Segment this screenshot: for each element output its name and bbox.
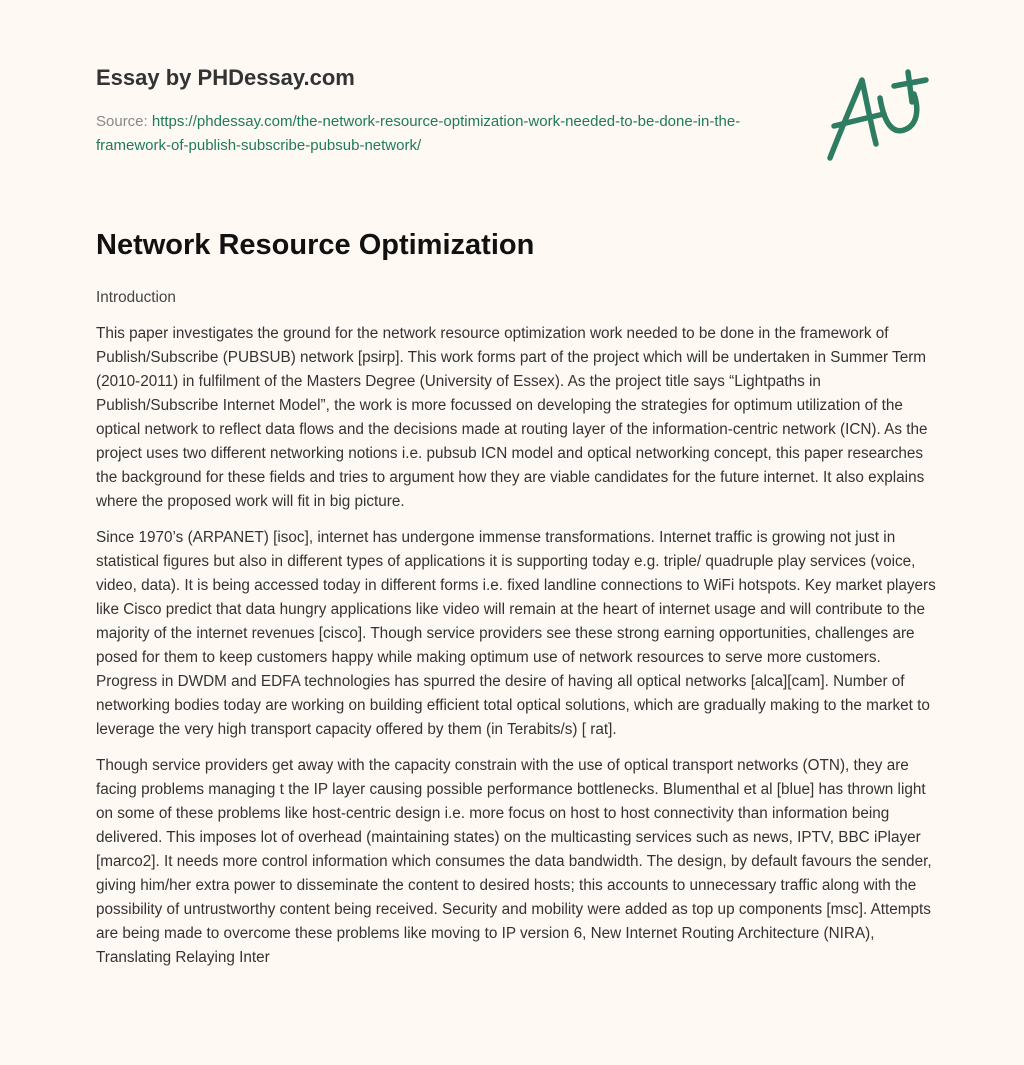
paragraph: Since 1970’s (ARPANET) [isoc], internet has undergone immense transformations. Internet traffic is growing not just in statistical figures but also in different types of applications it is supporting today e.g. triple/ quadruple play services (voice, video, data). It is being accessed today in different forms i.e. fixed landline connections to WiFi hotspots. Key market players like Cisco predict that data hungry applications like video will remain at the heart of internet usage and will contribute to the majority of the internet revenues [cisco]. Though service providers see these strong earning opportunities, challenges are posed for them to keep customers happy while making optimum use of network resources to serve more customers. Progress in DWDM and EDFA technologies has spurred the desire of having all optical networks [alca][cam]. Number of networking bodies today are working on building efficient total optical solutions, which are gradually making to the market to leverage the very high transport capacity offered by them (in Terabits/s) [ rat]. bbox=[96, 529, 936, 738]
source-link[interactable]: https://phdessay.com/the-network-resource-optimization-work-needed-to-be-done-in-the-framework-of-publish-subscribe-pubsub-network/ bbox=[96, 113, 741, 154]
source-label: Source: bbox=[96, 113, 152, 130]
page-title: Network Resource Optimization bbox=[96, 229, 535, 261]
site-brand: Essay by PHDessay.com bbox=[96, 65, 355, 90]
paragraph: Though service providers get away with the capacity constrain with the use of optical transport networks (OTN), they are facing problems managing t the IP layer causing possible performance bottlenecks. Blumenthal et al [blue] has thrown light on some of these problems like host-centric design i.e. more focus on host to host connectivity than information being delivered. This imposes lot of overhead (maintaining states) on the multicasting services such as news, IPTV, BBC iPlayer [marco2]. It needs more control information which consumes the data bandwidth. The design, by default favours the sender, giving him/her extra power to disseminate the content to desired hosts; this accounts to unnecessary traffic along with the possibility of untrustworthy content being received. Security and mobility were added as top up components [msc]. Attempts are being made to overcome these problems like moving to IP version 6, New Internet Routing Architecture (NIRA), Translating Relaying Inter bbox=[96, 757, 932, 966]
paragraph: This paper investigates the ground for the network resource optimization work needed to be done in the framework of Publish/Subscribe (PUBSUB) network [psirp]. This work forms part of the project which will be undertaken in Summer Term (2010-2011) in fulfilment of the Masters Degree (University of Essex). As the project title says “Lightpaths in Publish/Subscribe Internet Model”, the work is more focussed on developing the strategies for optimum utilization of the optical network to reflect data flows and the decisions made at routing layer of the information-centric network (ICN). As the project uses two different networking notions i.e. pubsub ICN model and optical networking concept, this paper researches the background for these fields and tries to argument how they are viable candidates for the future internet. It also explains where the proposed work will fit in big picture. bbox=[96, 325, 928, 510]
essay-header bbox=[96, 62, 796, 158]
essay-body bbox=[96, 286, 936, 982]
a-plus-grade-icon bbox=[820, 64, 930, 164]
source-line bbox=[96, 110, 796, 158]
section-heading-introduction: Introduction bbox=[96, 289, 176, 306]
